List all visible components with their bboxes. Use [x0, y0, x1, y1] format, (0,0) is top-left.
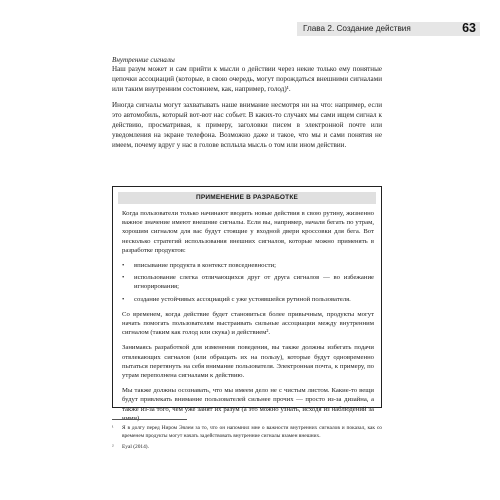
list-item: [122, 273, 374, 291]
footnote-text: Eyal (2014).: [122, 444, 149, 450]
list-item-text: вписывание продукта в контекст повседневности;: [134, 262, 276, 270]
box-paragraph: Когда пользователи только начинают вводить новые действия в свою рутину, жизненно важное значение имеют внешние сигналы. Если вы, например, начали бегать по утрам, хорошим сигналом для вас будут стоящие у входной двери кроссовки для бега. Вот несколько стратегий использования внешних сигналов, которые можно применять в разработке продуктов:: [122, 210, 374, 254]
footnote-number: ¹: [112, 425, 114, 431]
footnote: [112, 424, 382, 440]
footnote-number: ²: [112, 444, 114, 450]
running-header-chapter: Глава 2. Создание действия: [303, 24, 411, 33]
list-item: [122, 295, 374, 304]
section-heading: Внутренние сигналы: [112, 56, 175, 64]
paragraph: Наш разум может и сам прийти к мысли о действии через некие только ему понятные цепочки ассоциаций (которые, в свою очередь, могут порождаться внешними сигналами или таким внутренним состоянием, как, например, голод)¹.: [112, 65, 382, 93]
main-text: [112, 55, 382, 157]
box-title-band: [118, 192, 376, 204]
strategy-list: [122, 261, 374, 304]
footnote-divider: [112, 419, 187, 420]
list-item: [122, 261, 374, 270]
box-paragraph: Со временем, когда действие будет становиться более привычным, продукты могут начать помогать пользователям выстраивать сильные ассоциации между внутренним сигналом (таким как голод или скука) и действием².: [122, 310, 374, 337]
paragraph: Иногда сигналы могут захватывать наше внимание несмотря ни на что: например, если это автомобиль, который вот-вот нас собьет. В каких-то случаях мы сами ищем сигнал к действию, просматривая, к примеру, заголовки писем в электронной почте или уведомления на экране телефона. Возможно даже и такое, что мы и сами понятия не имеем, почему вдруг у нас в голове всплыла мысль о том или ином действии.: [112, 101, 382, 149]
box-title: ПРИМЕНЕНИЕ В РАЗРАБОТКЕ: [195, 194, 299, 201]
footnote-text: Я в долгу перед Ниром Эялем за то, что он напомнил мне о важности внутренних сигналов и показал, как со временем продукты могут начать задействовать внутренние сигналы взамен внешних.: [122, 425, 382, 439]
bullet-icon: •: [122, 295, 125, 303]
page-number: 63: [462, 21, 476, 35]
box-paragraph: Мы также должны осознавать, что мы имеем дело не с чистым листом. Какие-то вещи будут привлекать внимание пользователей сильнее прочих — просто из-за дизайна, а также из-за того, чем уже занят их разум (а это можно узнать, исходя из наблюдений за ними).: [122, 387, 374, 422]
footnote: [112, 443, 382, 451]
list-item-text: создание устойчивых ассоциаций с уже устоявшейся рутиной пользователя.: [134, 295, 351, 303]
box-body: [122, 209, 374, 429]
footnotes: [112, 424, 382, 454]
design-application-box: [112, 186, 382, 422]
list-item-text: использование слегка отличающихся друг от друга сигналов — во избежание игнорирования;: [134, 274, 374, 291]
bullet-icon: •: [122, 274, 125, 282]
box-paragraph: Занимаясь разработкой для изменения поведения, вы также должны избегать подачи отвлекающих сигналов (или обращать их на пользу), которые будут одновременно пытаться перетянуть на себя внимание пользователя. Электронная почта, к примеру, по утрам переполнена сигналами к действию.: [122, 344, 374, 380]
bullet-icon: •: [122, 262, 125, 270]
